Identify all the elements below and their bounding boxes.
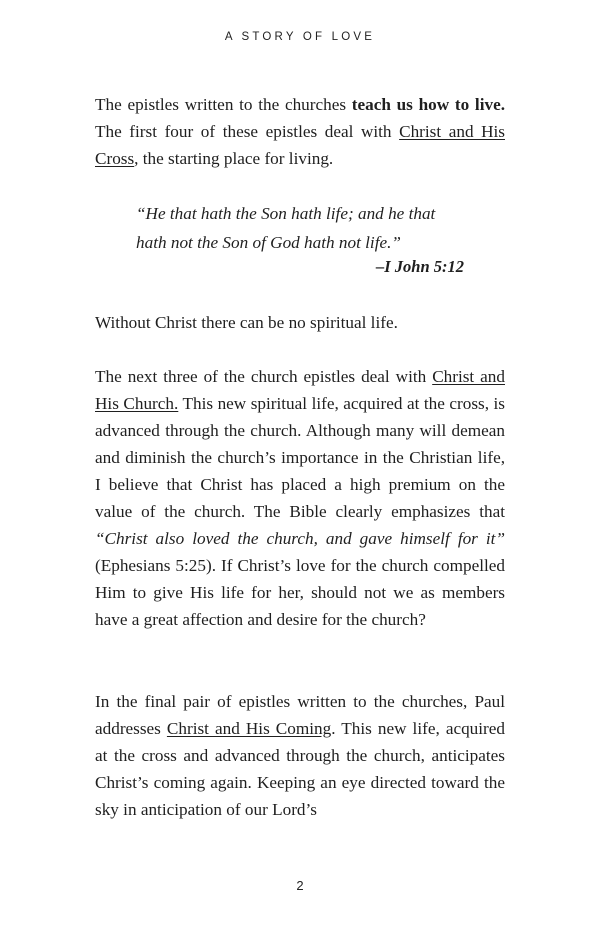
paragraph-final-epistles <box>95 688 505 823</box>
p4-end: . This new life, acquired at the cross and advanced through the church, anticipates Christ’s coming again. Keeping an eye directed toward the sky in anticipation of our Lord’s <box>95 719 505 819</box>
p1-end: , the starting place for living. <box>134 149 334 168</box>
paragraph-epistles-intro <box>95 91 505 172</box>
p3-mid: This new spiritual life, acquired at the cross, is advanced through the church. Although many will demean and diminish the church’s importance in the Christian life, I believe that Christ has placed a high premium on the value of the church. The Bible clearly emphasizes that <box>95 394 505 521</box>
scripture-reference: –I John 5:12 <box>375 257 464 276</box>
p4-underlined-phrase: Christ and His Coming <box>166 719 332 738</box>
p1-mid: The first four of these epistles deal with <box>95 122 400 141</box>
p4-intro: In the final pair of epistles written to the churches, Paul addresses <box>95 692 505 738</box>
p1-underlined-phrase: Christ and His Cross <box>95 122 505 168</box>
p1-bold-phrase: teach us how to live. <box>351 95 505 114</box>
scripture-quote: “He that hath the Son hath life; and he that hath not the Son of God hath not life.” <box>136 204 436 252</box>
p3-underlined-phrase: Christ and His Church. <box>95 367 505 413</box>
paragraph-without-christ: Without Christ there can be no spiritual life. <box>95 313 398 332</box>
p3-end: (Ephesians 5:25). If Christ’s love for the church compelled Him to give His life for her, should not we as members have a great affection and desire for the church? <box>95 556 505 629</box>
page-number: 2 <box>296 878 304 893</box>
paragraph-church-epistles <box>95 363 505 633</box>
running-header: A STORY OF LOVE <box>224 31 376 43</box>
p3-intro: The next three of the church epistles deal with <box>95 367 433 386</box>
p1-intro: The epistles written to the churches <box>95 95 352 114</box>
p3-italic-citation: “Christ also loved the church, and gave himself for it” <box>95 529 505 548</box>
